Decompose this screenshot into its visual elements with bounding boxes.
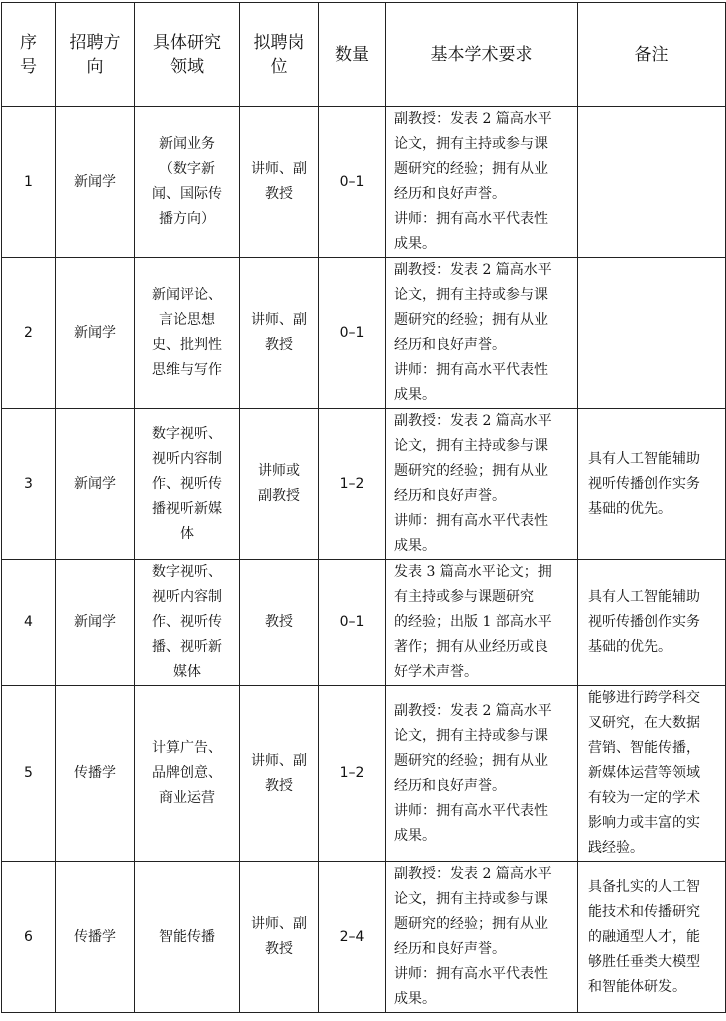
cell-remarks: 具有人工智能辅助 视听传播创作实务 基础的优先。 — [578, 409, 726, 560]
header-requirements: 基本学术要求 — [386, 3, 578, 107]
header-field: 具体研究 领域 — [135, 3, 240, 107]
cell-field: 计算广告、 品牌创意、 商业运营 — [135, 686, 240, 862]
cell-position: 教授 — [240, 560, 319, 686]
header-position: 拟聘岗 位 — [240, 3, 319, 107]
cell-index: 6 — [2, 862, 56, 1013]
cell-quantity: 0–1 — [319, 258, 386, 409]
cell-remarks: 能够进行跨学科交 叉研究，在大数据 营销、智能传播， 新媒体运营等领域 有较为一定的学术 影响力或丰富的实 践经验。 — [578, 686, 726, 862]
header-row — [2, 3, 726, 107]
header-index: 序 号 — [2, 3, 56, 107]
cell-field: 数字视听、 视听内容制 作、视听传 播视听新媒 体 — [135, 409, 240, 560]
cell-field: 新闻业务 （数字新 闻、国际传 播方向） — [135, 107, 240, 258]
cell-requirements: 发表 3 篇高水平论文；拥 有主持或参与课题研究 的经验；出版 1 部高水平 著作；拥有从业经历或良 好学术声誉。 — [386, 560, 578, 686]
cell-remarks: 具有人工智能辅助 视听传播创作实务 基础的优先。 — [578, 560, 726, 686]
cell-position: 讲师、副 教授 — [240, 107, 319, 258]
cell-direction: 新闻学 — [56, 107, 135, 258]
cell-field: 数字视听、 视听内容制 作、视听传 播、视听新 媒体 — [135, 560, 240, 686]
table-row — [2, 107, 726, 258]
header-remarks: 备注 — [578, 3, 726, 107]
cell-index: 5 — [2, 686, 56, 862]
header-quantity: 数量 — [319, 3, 386, 107]
cell-remarks — [578, 258, 726, 409]
cell-requirements: 副教授：发表 2 篇高水平 论文，拥有主持或参与课 题研究的经验；拥有从业 经历和良好声誉。 讲师：拥有高水平代表性 成果。 — [386, 107, 578, 258]
cell-field: 新闻评论、 言论思想 史、批判性 思维与写作 — [135, 258, 240, 409]
table-row — [2, 862, 726, 1013]
cell-position: 讲师、副 教授 — [240, 258, 319, 409]
cell-remarks — [578, 107, 726, 258]
cell-position: 讲师或 副教授 — [240, 409, 319, 560]
cell-requirements: 副教授：发表 2 篇高水平 论文，拥有主持或参与课 题研究的经验；拥有从业 经历和良好声誉。 讲师：拥有高水平代表性 成果。 — [386, 409, 578, 560]
header-direction: 招聘方 向 — [56, 3, 135, 107]
cell-requirements: 副教授：发表 2 篇高水平 论文，拥有主持或参与课 题研究的经验；拥有从业 经历和良好声誉。 讲师：拥有高水平代表性 成果。 — [386, 862, 578, 1013]
cell-quantity: 2–4 — [319, 862, 386, 1013]
cell-index: 2 — [2, 258, 56, 409]
recruitment-table — [1, 2, 726, 1013]
cell-requirements: 副教授：发表 2 篇高水平 论文，拥有主持或参与课 题研究的经验；拥有从业 经历和良好声誉。 讲师：拥有高水平代表性 成果。 — [386, 258, 578, 409]
cell-remarks: 具备扎实的人工智 能技术和传播研究 的融通型人才，能 够胜任垂类大模型 和智能体研发。 — [578, 862, 726, 1013]
table-row — [2, 560, 726, 686]
table-body — [2, 107, 726, 1013]
cell-direction: 传播学 — [56, 686, 135, 862]
cell-index: 4 — [2, 560, 56, 686]
table-row — [2, 686, 726, 862]
cell-index: 1 — [2, 107, 56, 258]
cell-direction: 新闻学 — [56, 258, 135, 409]
cell-direction: 传播学 — [56, 862, 135, 1013]
cell-quantity: 0–1 — [319, 560, 386, 686]
cell-quantity: 0–1 — [319, 107, 386, 258]
cell-direction: 新闻学 — [56, 409, 135, 560]
cell-position: 讲师、副 教授 — [240, 862, 319, 1013]
cell-quantity: 1–2 — [319, 686, 386, 862]
cell-field: 智能传播 — [135, 862, 240, 1013]
cell-index: 3 — [2, 409, 56, 560]
table-row — [2, 409, 726, 560]
table-row — [2, 258, 726, 409]
cell-quantity: 1–2 — [319, 409, 386, 560]
cell-position: 讲师、副 教授 — [240, 686, 319, 862]
cell-direction: 新闻学 — [56, 560, 135, 686]
cell-requirements: 副教授：发表 2 篇高水平 论文，拥有主持或参与课 题研究的经验；拥有从业 经历和良好声誉。 讲师：拥有高水平代表性 成果。 — [386, 686, 578, 862]
